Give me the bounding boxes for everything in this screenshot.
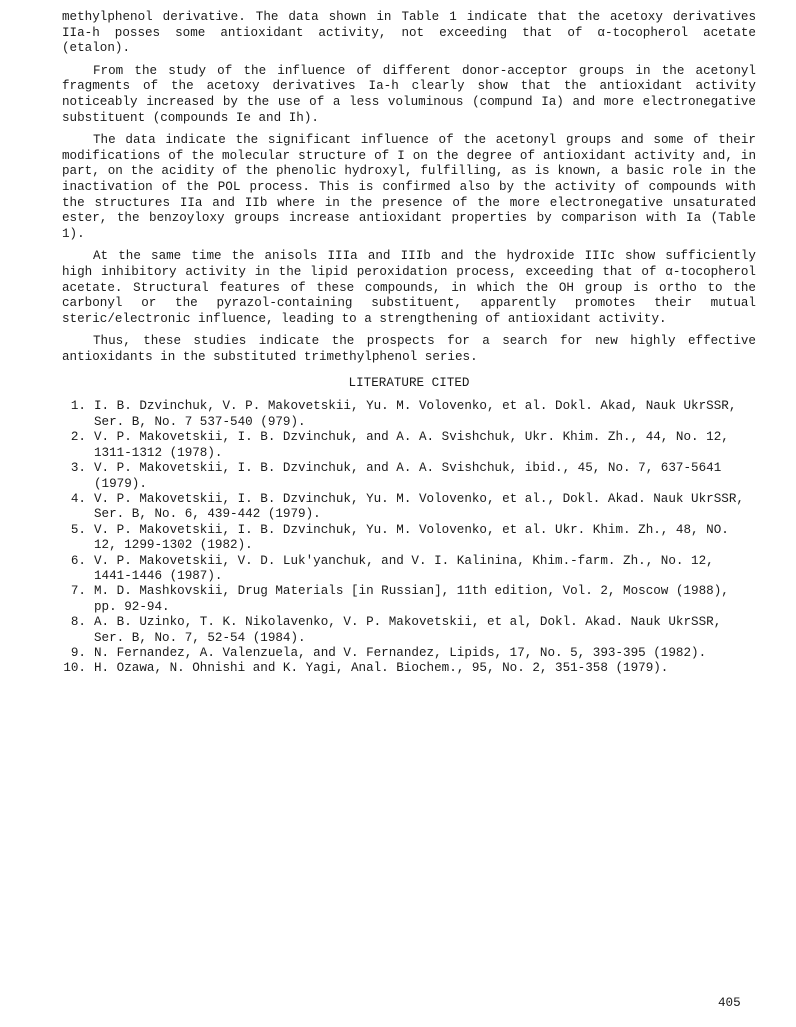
reference-list	[62, 399, 756, 676]
reference-text: V. P. Makovetskii, I. B. Dzvinchuk, and A. A. Svishchuk, ibid., 45, No. 7, 637-5641 (1979).	[94, 461, 722, 491]
reference-number: 6.	[70, 553, 86, 568]
reference-item	[62, 461, 756, 492]
reference-number: 8.	[70, 615, 86, 630]
reference-text: V. P. Makovetskii, I. B. Dzvinchuk, Yu. M. Volovenko, et al., Dokl. Akad. Nauk UkrSSR, Ser. B, No. 6, 439-442 (1979).	[94, 491, 744, 522]
reference-item	[62, 615, 756, 646]
reference-text: H. Ozawa, N. Ohnishi and K. Yagi, Anal. Biochem., 95, No. 2, 351-358 (1979).	[94, 661, 669, 676]
reference-item	[62, 523, 756, 554]
reference-item	[62, 646, 756, 661]
paragraph-continuation: methylphenol derivative. The data shown in Table 1 indicate that the acetoxy derivatives IIa-h posses some antioxidant activity, not exceeding that of α-tocopherol acetate (etalon).	[62, 10, 756, 56]
reference-text: I. B. Dzvinchuk, V. P. Makovetskii, Yu. M. Volovenko, et al. Dokl. Akad, Nauk UkrSSR, Ser. B, No. 7 537-540 (979).	[94, 399, 737, 429]
reference-text: N. Fernandez, A. Valenzuela, and V. Fernandez, Lipids, 17, No. 5, 393-395 (1982).	[94, 645, 707, 660]
reference-text: V. P. Makovetskii, I. B. Dzvinchuk, Yu. M. Volovenko, et al. Ukr. Khim. Zh., 48, NO. 12, 1299-1302 (1982).	[94, 522, 729, 553]
article-body	[62, 10, 756, 677]
reference-number: 7.	[70, 584, 86, 599]
reference-number: 4.	[70, 491, 86, 506]
page-number: 405	[718, 996, 741, 1010]
reference-number: 1.	[70, 399, 86, 414]
reference-item	[62, 399, 756, 430]
reference-text: A. B. Uzinko, T. K. Nikolavenko, V. P. Makovetskii, et al, Dokl. Akad. Nauk UkrSSR, Ser. B, No. 7, 52-54 (1984).	[94, 615, 722, 645]
reference-item	[62, 492, 756, 523]
reference-text: V. P. Makovetskii, V. D. Luk'yanchuk, and V. I. Kalinina, Khim.-farm. Zh., No. 12, 1441-1446 (1987).	[94, 553, 714, 583]
reference-item	[62, 584, 756, 615]
reference-item	[62, 430, 756, 461]
reference-item	[62, 661, 756, 676]
reference-number: 10.	[63, 661, 86, 676]
reference-number: 2.	[70, 430, 86, 445]
reference-number: 3.	[70, 461, 86, 476]
reference-number: 9.	[70, 645, 86, 660]
reference-text: M. D. Mashkovskii, Drug Materials [in Russian], 11th edition, Vol. 2, Moscow (1988), pp. 92-94.	[94, 584, 729, 614]
reference-text: V. P. Makovetskii, I. B. Dzvinchuk, and A. A. Svishchuk, Ukr. Khim. Zh., 44, No. 12, 1311-1312 (1978).	[94, 430, 729, 460]
literature-heading: LITERATURE CITED	[348, 376, 470, 391]
reference-item	[62, 554, 756, 585]
paragraph-acetonyl-influence: The data indicate the significant influence of the acetonyl groups and some of their modifications of the molecular structure of I on the degree of antioxidant activity and, in part, on the acidity of the phenolic hydroxyl, fulfilling, as is known, a basic role in the inactivation of the POL process. This is confirmed also by the activity of compounds with the structures IIa and IIb where in the presence of the more electronegative unsaturated ester, the benzoyloxy groups increase antioxidant properties by comparison with Ia (Table 1).	[62, 133, 756, 241]
paragraph-anisols: At the same time the anisols IIIa and IIIb and the hydroxide IIIc show sufficiently high inhibitory activity in the lipid peroxidation process, exceeding that of α-tocopherol acetate. Structural features of these compounds, in which the OH group is ortho to the carbonyl or the pyrazol-containing substituent, apparently promotes their mutual steric/electronic influence, leading to a strengthening of antioxidant activity.	[62, 249, 756, 326]
paragraph-conclusion: Thus, these studies indicate the prospects for a search for new highly effective antioxidants in the substituted trimethylphenol series.	[62, 334, 756, 364]
reference-number: 5.	[70, 522, 86, 537]
paragraph-donor-acceptor: From the study of the influence of different donor-acceptor groups in the acetonyl fragments of the acetoxy derivatives Ia-h clearly show that the antioxidant activity noticeably increased by the use of a less voluminous (compund Ia) and more electronegative substituent (compounds Ie and Ih).	[62, 63, 756, 125]
